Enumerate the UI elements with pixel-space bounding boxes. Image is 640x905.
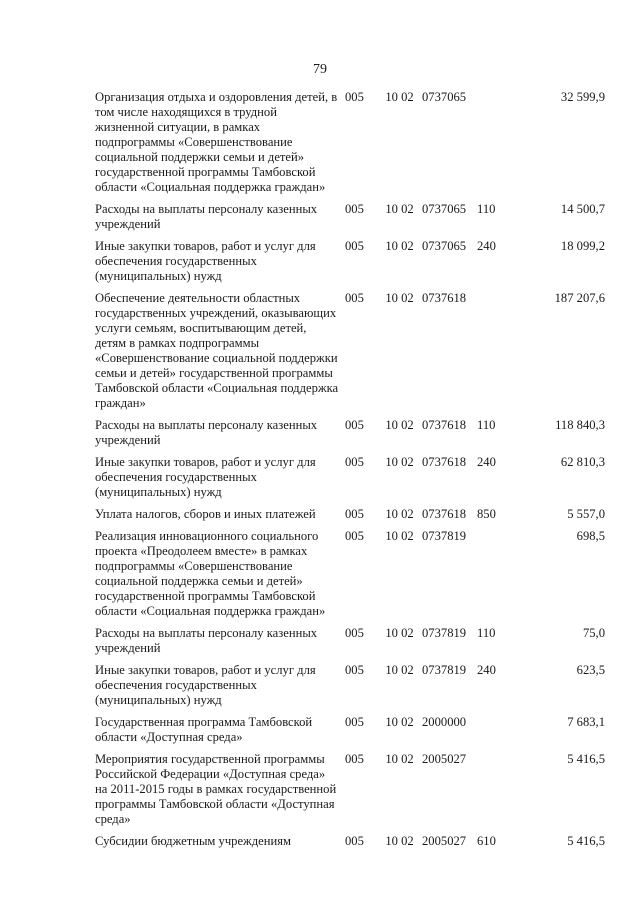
row-article-code: 0737618 [422, 455, 467, 469]
row-ministry-code: 005 [345, 663, 364, 677]
row-ministry-code: 005 [345, 507, 364, 521]
table-row [95, 626, 605, 663]
row-ministry-code: 005 [345, 752, 364, 766]
row-expense-type-code: 110 [477, 418, 496, 432]
row-section-code: 10 02 [385, 834, 414, 848]
row-article-code: 0737618 [422, 418, 467, 432]
row-article-code: 0737065 [422, 90, 467, 104]
page-number: 79 [313, 62, 327, 77]
row-amount: 14 500,7 [560, 202, 605, 216]
row-expense-type-code: 240 [477, 239, 496, 253]
row-article-code: 0737618 [422, 507, 467, 521]
row-amount: 118 840,3 [555, 418, 605, 432]
row-article-code: 0737819 [422, 663, 467, 677]
row-name: Расходы на выплаты персоналу казенных учреждений [95, 202, 318, 231]
row-section-code: 10 02 [385, 291, 414, 305]
table-row [95, 202, 605, 239]
row-ministry-code: 005 [345, 202, 364, 216]
row-section-code: 10 02 [385, 626, 414, 640]
budget-table [95, 90, 605, 856]
row-ministry-code: 005 [345, 291, 364, 305]
row-expense-type-code: 110 [477, 202, 496, 216]
table-row [95, 752, 605, 834]
row-amount: 18 099,2 [560, 239, 605, 253]
row-expense-type-code: 850 [477, 507, 496, 521]
row-expense-type-code: 240 [477, 663, 496, 677]
row-article-code: 2000000 [422, 715, 467, 729]
row-amount: 5 416,5 [567, 752, 605, 766]
row-section-code: 10 02 [385, 202, 414, 216]
row-section-code: 10 02 [385, 418, 414, 432]
row-expense-type-code: 610 [477, 834, 496, 848]
row-name: Уплата налогов, сборов и иных платежей [95, 507, 316, 521]
row-amount: 5 557,0 [567, 507, 605, 521]
row-section-code: 10 02 [385, 239, 414, 253]
row-name: Иные закупки товаров, работ и услуг для обеспечения государственных (муниципальных) нужд [95, 663, 316, 707]
table-row [95, 529, 605, 626]
row-section-code: 10 02 [385, 752, 414, 766]
row-expense-type-code [477, 90, 512, 202]
row-name: Иные закупки товаров, работ и услуг для обеспечения государственных (муниципальных) нужд [95, 239, 316, 283]
row-amount: 75,0 [582, 626, 605, 640]
row-article-code: 0737065 [422, 202, 467, 216]
row-amount: 187 207,6 [554, 291, 605, 305]
row-amount: 698,5 [576, 529, 605, 543]
row-ministry-code: 005 [345, 834, 364, 848]
row-ministry-code: 005 [345, 715, 364, 729]
row-ministry-code: 005 [345, 455, 364, 469]
row-name: Расходы на выплаты персоналу казенных учреждений [95, 626, 318, 655]
row-section-code: 10 02 [385, 663, 414, 677]
row-expense-type-code: 110 [477, 626, 496, 640]
row-amount: 623,5 [576, 663, 605, 677]
row-section-code: 10 02 [385, 715, 414, 729]
row-section-code: 10 02 [385, 529, 414, 543]
row-amount: 62 810,3 [560, 455, 605, 469]
table-row [95, 663, 605, 715]
table-row [95, 291, 605, 418]
row-article-code: 0737065 [422, 239, 467, 253]
row-ministry-code: 005 [345, 626, 364, 640]
table-row [95, 418, 605, 455]
row-ministry-code: 005 [345, 418, 364, 432]
row-ministry-code: 005 [345, 90, 364, 104]
row-name: Расходы на выплаты персоналу казенных учреждений [95, 418, 318, 447]
row-amount: 7 683,1 [567, 715, 605, 729]
row-ministry-code: 005 [345, 239, 364, 253]
row-article-code: 0737819 [422, 529, 467, 543]
table-row [95, 455, 605, 507]
table-row [95, 90, 605, 202]
table-body [95, 90, 605, 856]
row-ministry-code: 005 [345, 529, 364, 543]
row-expense-type-code [477, 291, 512, 418]
row-section-code: 10 02 [385, 455, 414, 469]
row-article-code: 0737618 [422, 291, 467, 305]
row-name: Государственная программа Тамбовской области «Доступная среда» [95, 715, 313, 744]
row-amount: 32 599,9 [560, 90, 605, 104]
row-article-code: 0737819 [422, 626, 467, 640]
table-row [95, 507, 605, 529]
row-expense-type-code [477, 752, 512, 834]
row-name: Мероприятия государственной программы Российской Федерации «Доступная среда» на 2011-2015 годы в рамках государственной программы Тамбовской области «Доступная среда» [95, 752, 337, 826]
row-expense-type-code [477, 715, 512, 752]
row-amount: 5 416,5 [567, 834, 605, 848]
row-name: Организация отдыха и оздоровления детей, в том числе находящихся в трудной жизненной ситуации, в рамках подпрограммы «Совершенствование социальной поддержки семьи и детей» государственной программы Тамбовской области «Социальная поддержка граждан» [95, 90, 338, 194]
row-name: Иные закупки товаров, работ и услуг для обеспечения государственных (муниципальных) нужд [95, 455, 316, 499]
row-article-code: 2005027 [422, 834, 467, 848]
row-name: Реализация инновационного социального проекта «Преодолеем вместе» в рамках подпрограммы «Совершенствование социальной поддержка семьи и детей» государственной программы Тамбовской области «Социальная поддержка граждан» [95, 529, 326, 618]
row-section-code: 10 02 [385, 90, 414, 104]
row-article-code: 2005027 [422, 752, 467, 766]
table-row [95, 834, 605, 856]
row-expense-type-code [477, 529, 512, 626]
row-section-code: 10 02 [385, 507, 414, 521]
row-expense-type-code: 240 [477, 455, 496, 469]
row-name: Субсидии бюджетным учреждениям [95, 834, 291, 848]
table-row [95, 239, 605, 291]
table-row [95, 715, 605, 752]
row-name: Обеспечение деятельности областных государственных учреждений, оказывающих услуги семьям, воспитывающим детей, детям в рамках подпрограммы «Совершенствование социальной поддержки семьи и детей» государственной программы Тамбовской области «Социальная поддержка граждан» [95, 291, 339, 410]
